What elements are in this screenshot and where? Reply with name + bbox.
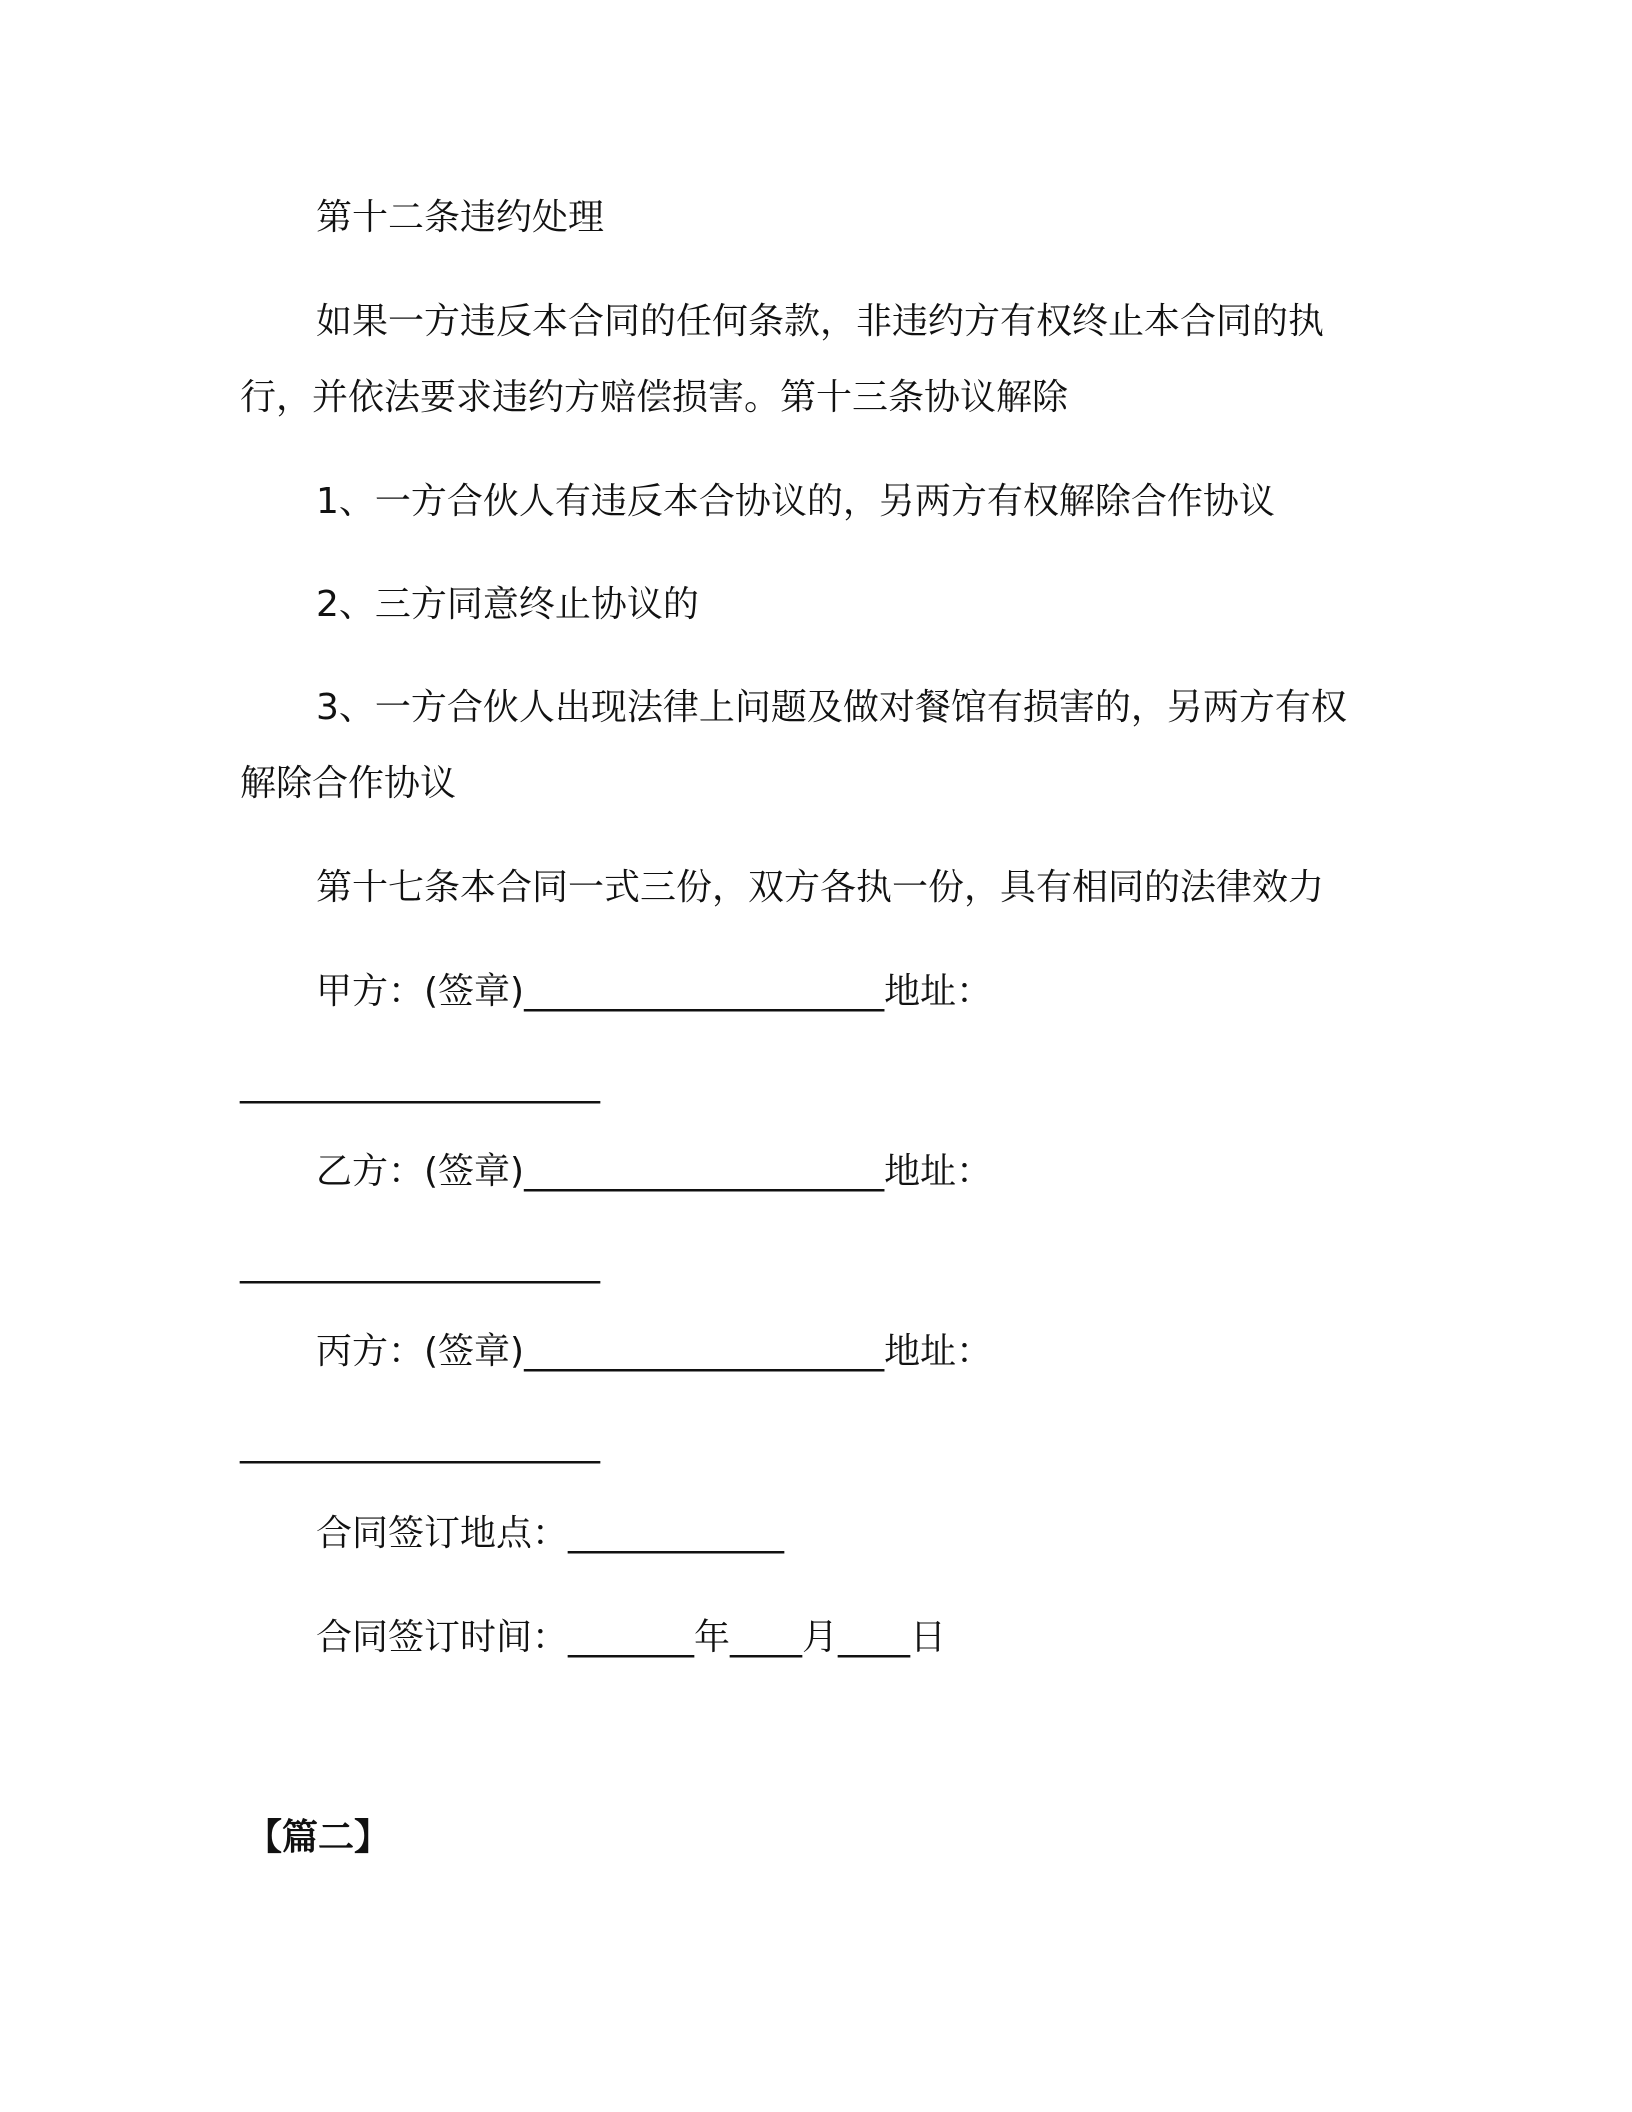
article12-paragraph-line1: 如果一方违反本合同的任何条款，非违约方有权终止本合同的执 xyxy=(316,301,1325,342)
party-a-signature-line: 甲方：(签章)____________________地址： xyxy=(316,971,993,1012)
article12-heading: 第十二条违约处理 xyxy=(316,197,605,238)
signing-place: 合同签订地点：____________ xyxy=(316,1513,785,1554)
party-b-signature-line: 乙方：(签章)____________________地址： xyxy=(316,1151,993,1192)
section-title: 【篇二】 xyxy=(246,1817,391,1858)
article13-item2: 2、三方同意终止协议的 xyxy=(316,584,699,625)
party-b-address-blank: ____________________ xyxy=(240,1243,600,1284)
party-c-signature-line: 丙方：(签章)____________________地址： xyxy=(316,1331,993,1372)
article13-item3-line2: 解除合作协议 xyxy=(240,763,457,804)
party-c-address-blank: ____________________ xyxy=(240,1423,600,1464)
article13-item3-line1: 3、一方合伙人出现法律上问题及做对餐馆有损害的，另两方有权 xyxy=(316,687,1347,728)
party-a-address-blank: ____________________ xyxy=(240,1063,600,1104)
article17-text: 第十七条本合同一式三份，双方各执一份，具有相同的法律效力 xyxy=(316,867,1325,908)
article13-item1: 1、一方合伙人有违反本合协议的，另两方有权解除合作协议 xyxy=(316,481,1275,522)
article12-paragraph-line2: 行，并依法要求违约方赔偿损害。第十三条协议解除 xyxy=(240,377,1069,418)
signing-time: 合同签订时间：_______年____月____日 xyxy=(316,1617,947,1658)
